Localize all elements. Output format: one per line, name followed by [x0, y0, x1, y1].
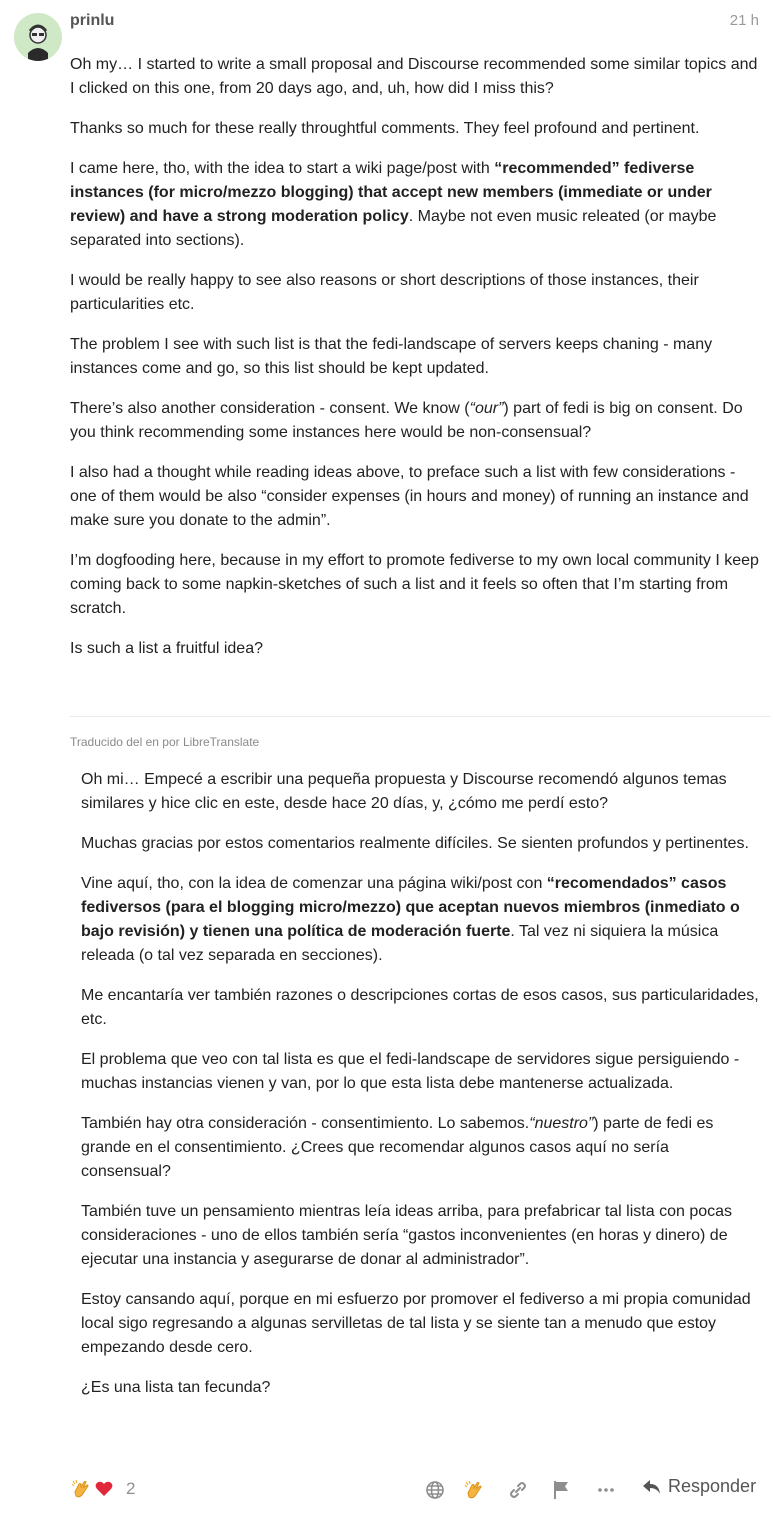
post-date[interactable]: 21 h [729, 12, 759, 29]
more-icon[interactable] [594, 1478, 618, 1502]
reactions-summary[interactable] [70, 1478, 135, 1500]
translation-paragraph [81, 1048, 761, 1096]
translation-text-run: Oh mi… Empecé a escribir una pequeña propuesta y Discourse recomendó algunos temas similares y hice clic en este, desde hace 20 días, y, ¿cómo me perdí esto? [81, 771, 727, 812]
translation-text-run: “nuestro” [529, 1115, 594, 1132]
translated-body [81, 768, 761, 1416]
avatar-image [14, 13, 62, 61]
translation-paragraph [81, 984, 761, 1032]
reply-button[interactable] [642, 1476, 756, 1497]
post-text-run: I’m dogfooding here, because in my effort to promote fediverse to my own local community I keep coming back to some napkin-sketches of such a list and it feels so often that I’m starting from scratch. [70, 552, 759, 617]
clapping-hands-icon [70, 1478, 92, 1500]
translation-text-run: Estoy cansando aquí, porque en mi esfuerzo por promover el fediverso a mi propia comunidad local sigo regresando a algunas servilletas de tal lista y se siente tan a menudo que estoy empezando desde cero. [81, 1291, 751, 1356]
heart-icon [94, 1479, 114, 1499]
translation-paragraph [81, 832, 761, 856]
post-paragraph [70, 549, 765, 621]
post-paragraph [70, 157, 765, 253]
link-icon[interactable] [506, 1478, 530, 1502]
translation-paragraph [81, 1112, 761, 1184]
reaction-count: 2 [126, 1479, 136, 1498]
translation-text-run: También tuve un pensamiento mientras leía ideas arriba, para prefabricar tal lista con pocas consideraciones - uno de ellos también sería “gastos inconvenientes (en horas y dinero) de ejecutar una instancia y asegurarse de donar al administrador”. [81, 1203, 733, 1268]
flag-icon[interactable] [549, 1478, 573, 1502]
post-paragraph [70, 333, 765, 381]
post-text-run: “our” [469, 400, 504, 417]
translation-text-run: . Tal vez ni siquiera la música releada (o tal vez separada en secciones). [81, 923, 719, 964]
clap-react-icon[interactable] [462, 1478, 486, 1502]
post-actions [0, 1470, 773, 1510]
translation-text-run: Me encantaría ver también razones o descripciones cortas de esos casos, sus particularidades, etc. [81, 987, 759, 1028]
translation-text-run: Muchas gracias por estos comentarios realmente difíciles. Se sienten profundos y pertinentes. [81, 835, 749, 852]
translation-paragraph [81, 768, 761, 816]
post-text-run: There’s also another consideration - consent. We know ( [70, 400, 470, 417]
reply-label: Responder [668, 1476, 757, 1496]
translation-paragraph [81, 1376, 761, 1400]
translation-text-run: ) parte de fedi es grande en el consentimiento. ¿Crees que recomendar algunos casos aquí no sería consensual? [81, 1115, 714, 1180]
translation-text-run: ¿Es una lista tan fecunda? [81, 1379, 271, 1396]
post-text-run: I came here, tho, with the idea to start a wiki page/post with [70, 160, 495, 177]
post-text-run: “recommended” fediverse instances (for micro/mezzo blogging) that accept new members (immediate or under review) and have a strong moderation policy [70, 160, 712, 225]
translation-text-run: “recomendados” casos fediversos (para el blogging micro/mezzo) que aceptan nuevos miembros (inmediato o bajo revisión) y tienen una política de moderación fuerte [81, 875, 740, 940]
post-text-run: ) part of fedi is big on consent. Do you think recommending some instances here would be non-consensual? [70, 400, 743, 441]
post-paragraph [70, 117, 765, 141]
post-text-run: I also had a thought while reading ideas above, to preface such a list with few considerations - one of them would be also “consider expenses (in hours and money) of running an instance and make sure you donate to the admin”. [70, 464, 749, 529]
reply-icon [642, 1478, 662, 1496]
post-text-run: . Maybe not even music releated (or maybe separated into sections). [70, 208, 717, 249]
translation-text-run: Vine aquí, tho, con la idea de comenzar una página wiki/post con [81, 875, 547, 892]
translation-paragraph [81, 1288, 761, 1360]
post-text-run: Thanks so much for these really throughtful comments. They feel profound and pertinent. [70, 120, 700, 137]
globe-icon[interactable] [423, 1478, 447, 1502]
post-text-run: The problem I see with such list is that the fedi-landscape of servers keeps chaning - many instances come and go, so this list should be kept updated. [70, 336, 713, 377]
post-body [70, 53, 765, 677]
post-text-run: Oh my… I started to write a small proposal and Discourse recommended some similar topics and I clicked on this one, from 20 days ago, and, uh, how did I miss this? [70, 56, 758, 97]
translation-paragraph [81, 872, 761, 968]
post-paragraph [70, 269, 765, 317]
translation-text-run: También hay otra consideración - consentimiento. Lo sabemos. [81, 1115, 530, 1132]
translation-divider [70, 716, 770, 717]
post-text-run: Is such a list a fruitful idea? [70, 640, 263, 657]
translation-text-run: El problema que veo con tal lista es que el fedi-landscape de servidores sigue persiguiendo - muchas instancias vienen y van, por lo que esta lista debe mantenerse actualizada. [81, 1051, 740, 1092]
translation-note: Traducido del en por LibreTranslate [70, 735, 260, 749]
post-username[interactable]: prinlu [70, 12, 115, 29]
post-avatar[interactable] [14, 13, 62, 61]
post-paragraph [70, 637, 765, 661]
post-paragraph [70, 53, 765, 101]
translation-paragraph [81, 1200, 761, 1272]
post-paragraph [70, 461, 765, 533]
post-paragraph [70, 397, 765, 445]
post-text-run: I would be really happy to see also reasons or short descriptions of those instances, their particularities etc. [70, 272, 699, 313]
